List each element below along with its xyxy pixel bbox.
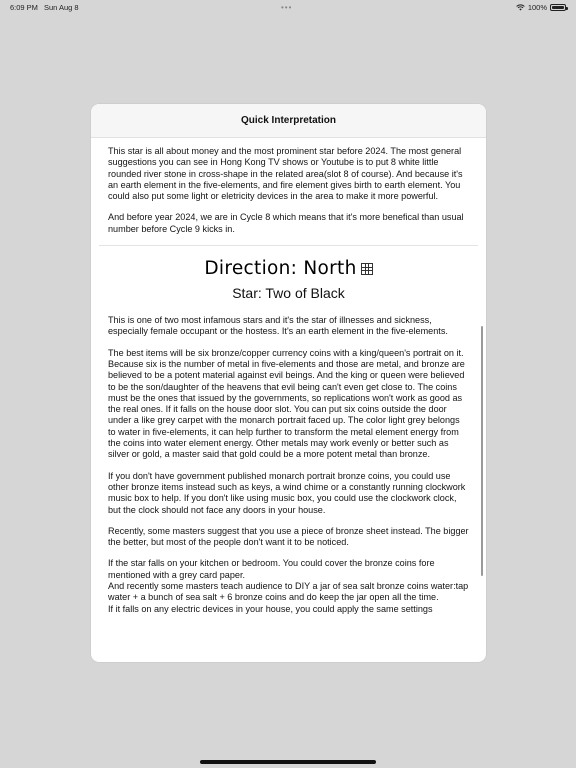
scrollbar[interactable]: [481, 326, 484, 576]
modal-scroll-inner: [91, 138, 486, 615]
wifi-icon: [516, 4, 525, 11]
direction-title: Direction: North: [204, 258, 357, 280]
status-date: Sun Aug 8: [43, 3, 79, 12]
battery-icon: [550, 4, 566, 11]
modal-scroll-content[interactable]: [91, 138, 486, 662]
modal-header: [91, 104, 486, 138]
status-time: [10, 3, 79, 12]
body-paragraph: If you don't have government published monarch portrait bronze coins, you could use other bronze items instead such as keys, a wind chime or a constantly running clockwork music box to help. If you don't like using music box, you could use the clockwork clock, but the clock should not face any doors in your house.: [108, 470, 466, 515]
status-bar: [0, 0, 576, 14]
direction-heading: [108, 258, 469, 279]
body-paragraph: Recently, some masters suggest that you use a piece of bronze sheet instead. The bigger the better, but most of the people don't want it to be noticed.: [108, 525, 469, 548]
modal-title: Quick Interpretation: [240, 115, 336, 126]
home-indicator[interactable]: [200, 760, 376, 764]
body-paragraph: If the star falls on your kitchen or bedroom. You could cover the bronze coins fore mentioned with a grey card paper. And recently some masters teach audience to DIY a jar of sea salt bronze coins water:tap water + a bunch of sea salt + 6 bronze coins and do keep the jar open all the time. If it falls on any electric devices in your house, you could apply the same settings: [108, 558, 469, 614]
grid-icon: [361, 263, 373, 275]
multitasking-dots-icon[interactable]: •••: [281, 3, 293, 12]
body-paragraph: The best items will be six bronze/copper currency coins with a king/queen's portrait on it. Because six is the number of metal in five-elements and those are metal, and bronze are believed to be a potent material against evil beings. And the king or queen were believed to be the son/daughter of the heavens that evil being can't even get close to. The coins must be the ones that issued by the governments, so replications won't work as good as the real ones. If it falls on the house door slot. You can put six coins outside the door under a like grey carpet with the monarch portrait faced up. The color light grey belongs to water in five-elements, it can help further to transform the metal element energy from the coins into water element energy. Other metals may work evenly or better such as silver or gold, a master said that gold could be a more potent metal than bronze.: [108, 347, 465, 460]
star-title: Star: Two of Black: [232, 285, 345, 302]
quick-interpretation-modal: [91, 104, 486, 662]
intro-paragraph: And before year 2024, we are in Cycle 8 which means that it's more benefical than usual number before Cycle 9 kicks in.: [108, 212, 464, 234]
section-divider: [99, 245, 478, 246]
battery-percent: 100%: [527, 3, 547, 12]
clock-time: 6:09 PM: [10, 3, 38, 12]
body-paragraph: This is one of two most infamous stars and it's the star of illnesses and sickness, especially female occupant or the hostess. It's an earth element in the five-elements.: [108, 315, 448, 337]
status-right: [516, 3, 566, 12]
intro-paragraph: This star is all about money and the most prominent star before 2024. The most general suggestions you can see in Hong Kong TV shows or Youtube is to put 8 white little rounded river stone in cross-shape in the related area(slot 8 of course). And because it's an earth element in the five-elements, and fire element gives birth to earth element. You could also put some light or eletricity devices in the area to make it more powerful.: [108, 146, 463, 202]
